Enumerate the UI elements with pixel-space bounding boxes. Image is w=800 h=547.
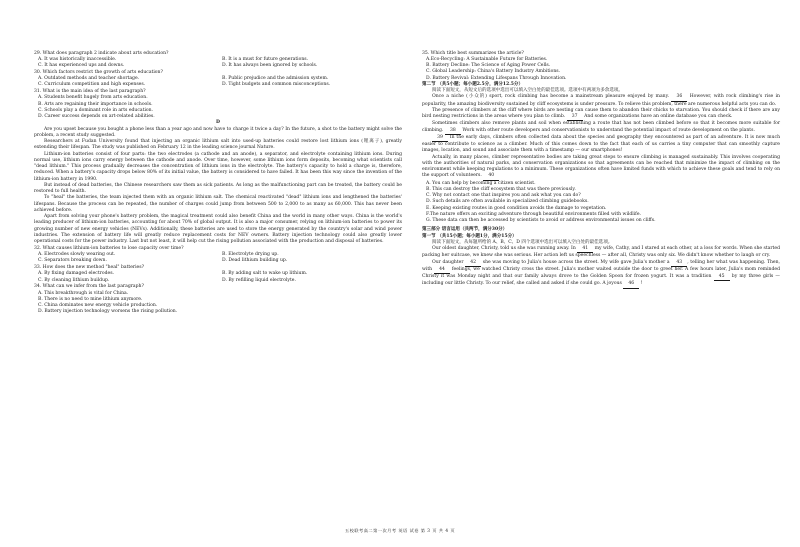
section-1-heading: 第一节 （共15小题；每小题1分，满分15分）	[422, 233, 517, 239]
option-a: A. This breakthrough is vital for China.	[38, 290, 129, 296]
cloze-paragraph	[422, 94, 780, 108]
passage-letter: D	[216, 120, 220, 126]
passage-paragraph: But instead of dead batteries, the Chinese researchers saw them as sick patients. As long as the malfunctioning part can be treated, the battery could be restored to full health.	[34, 182, 402, 194]
question-stem: 30. Which factors restrict the growth of arts education?	[34, 69, 163, 75]
option-c: C. China dominates new energy vehicle production.	[38, 303, 158, 308]
section-2-heading: 第二节 （共5小题；每小题2.5分，满分12.5分）	[422, 81, 524, 87]
option-d: D. Tight budgets and common misconceptions.	[222, 82, 331, 88]
option-a: A.Eco-Recycling: A Sustainable Future for Batteries.	[426, 56, 548, 62]
blank-36: 36	[671, 94, 687, 101]
option-a: A. By fixing damaged electrodes.	[38, 271, 114, 277]
option-b: B. Arts are regaining their importance in schools.	[38, 101, 153, 107]
cloze-paragraph	[422, 135, 780, 155]
paragraph-text: Our oldest daughter, Christy, told us she was running away. In	[432, 246, 576, 251]
paragraph-text: And some organizations have an online database you can check.	[582, 114, 733, 119]
blank-44: 44	[434, 267, 450, 274]
option-d: D. Career success depends on art-related abilities.	[38, 114, 155, 119]
cloze-paragraph	[422, 108, 780, 122]
option-a: A. Outdated methods and teacher shortage.	[38, 76, 140, 81]
cloze-option: A. You can help by becoming a citizen scientist.	[426, 180, 536, 186]
option-b: B. Battery Decline: The Science of Aging Power Cells.	[426, 63, 551, 68]
question-32	[34, 246, 402, 265]
option-a: A. Students benefit hugely from arts education.	[38, 95, 148, 101]
paragraph-text: !	[639, 281, 643, 287]
option-a: A. It was historically inaccessible.	[38, 56, 117, 62]
question-stem: 35. Which title best summarizes the article?	[422, 50, 524, 56]
cloze-paragraph	[422, 121, 780, 135]
option-d: D. Dead lithium building up.	[222, 258, 288, 264]
section-2-instruction: 阅读下面短文，从短文后的选项中选出可以填入空白处的最佳选项。选项中有两项为多余选项。	[432, 88, 623, 93]
blank-43: 43	[671, 260, 687, 267]
option-c: C. It has experienced ups and downs.	[38, 63, 125, 68]
cloze-paragraph	[422, 246, 780, 260]
option-a: A. Electrodes slowly wearing out.	[38, 252, 116, 257]
paragraph-text: feelings, we watched Christy cross the street. Julia's mother waited outside the door to greet her. A few hours later, Julia's mom reminded Christy it was Monday night and that our family always drove to the Golden Spoon for frozen yogurt. It was a tradition	[422, 266, 780, 279]
question-stem: 34. What can we infer from the last paragraph?	[34, 284, 144, 290]
cloze-option: F.The nature offers an exciting adventure through beautiful environments filled with wildlife.	[426, 211, 641, 217]
paragraph-text: Sometimes climbers also remove plants and soil when establishing a route that has not been climbed before so that it becomes more suitable for climbing.	[422, 121, 780, 133]
paragraph-text: The presence of climbers at the cliff where birds are nesting can cause them to abandon their chicks to starvation. You should check if there are any bird nesting restrictions in the areas where you plan to climb.	[422, 107, 780, 119]
cloze-option: D. Such details are often available in specialized climbing guidebooks.	[426, 199, 589, 205]
question-35	[422, 51, 780, 82]
part-3-heading: 第三部分 语言运用（共两节，满分30分）	[422, 227, 508, 233]
question-34	[34, 284, 402, 315]
blank-38: 38	[445, 128, 461, 135]
cloze-option: C. Why not contact one that inspires you and ask what you can do?	[426, 193, 581, 198]
paragraph-text: However, with rock climbing's rise in popularity, the amazing biodiversity sustained by cliff ecosystems is under pressure. To relieve this problem, there are numerous helpful acts you can do.	[422, 94, 780, 107]
option-b: B. Electrolyte drying up.	[222, 252, 279, 257]
option-c: C. Curriculum competition and high expenses.	[38, 82, 146, 88]
option-d: D. It has always been ignored by schools.	[222, 63, 318, 68]
option-b: B. It is a must for future generations.	[222, 56, 309, 62]
cloze-option: B. This can destroy the cliff ecosystem that was there previously.	[426, 186, 576, 192]
cloze-paragraph	[422, 155, 780, 181]
passage-paragraph: Lithium-ion batteries consist of four parts: the two electrodes (a cathode and an anode), a separator, and electrolyte containing lithium ions. During normal use, lithium ions carry energy between the cathode and anode. Over time, however, some lithium ions form deposits, becoming what scientists call "dead lithium." This process gradually decreases the concentration of lithium ions in the electrolyte. The battery's capacity to hold a charge is, therefore, reduced. When a battery's capacity drops below 80% of its initial value, the battery is considered to have failed. It has been this way since the invention of the lithium-ion battery in 1990.	[34, 151, 402, 182]
question-stem: 33. How does the new method "heal" batteries?	[34, 265, 145, 270]
paragraph-text: she was moving to Julia's house across the street. My wife gave Julia's mother a	[481, 259, 670, 265]
question-31	[34, 89, 402, 120]
blank-42: 42	[465, 260, 481, 267]
option-c: C. Separators breaking down.	[38, 258, 107, 264]
question-29	[34, 51, 402, 70]
paragraph-text: Actually, in many places, climber representative bodies are taking great steps to ensure climbing is managed sustainably. This involves cooperating with the authorities of natural parks, and conservation organizations so that agreements can be reached that minimize the impact of climbing on the environment while keeping regulations to a minimum. These organizations often have limited funds with which to achieve these goals and tend to rely on the support of volunteers.	[422, 154, 780, 179]
option-b: B. There is no need to mine lithium anymore.	[38, 296, 143, 302]
left-column	[34, 50, 402, 316]
passage-paragraph: Are you upset because you bought a phone less than a year ago and now have to charge it twice a day? In the future, a shot to the battery might solve the problem, a recent study suggested.	[34, 126, 402, 138]
option-c: C. Schools play a dominant role in arts education.	[38, 107, 154, 113]
paragraph-text: Once a niche (小众的) sport, rock climbing has become a mainstream pleasure enjoyed by many.	[432, 94, 670, 100]
blank-45: 45	[714, 274, 730, 281]
blank-41: 41	[577, 246, 593, 253]
question-stem: 29. What does paragraph 2 indicate about arts education?	[34, 50, 169, 56]
passage-paragraph: To "heal" the batteries, the team injected them with an organic lithium salt. The chemical reactivated "dead" lithium ions and lengthened the batteries' lifespans. Because the process can be repeated, the number of charges could jump from between 500 to 2,000 to as many as 60,000. This has never been achieved before.	[34, 195, 402, 213]
passage-paragraph: Apart from solving your phone's battery problem, the magical treatment could also benefit China and the world in many other ways. China is the world's leading producer of lithium-ion batteries, accounting for about 70% of global output. It is also a major consumer, relying on lithium-ion batteries to power its growing number of new energy vehicles (NEVs). Additionally, these batteries are used to store the energy generated by the country's solar and wind power industries. The extension of battery life will greatly reduce replacement costs for NEV owners. Battery injection technology could also greatly lower operational costs for the power industry. Last but not least, it will help cut the rising pollution associated with the production and disposal of batteries.	[34, 214, 402, 244]
question-stem: 32. What causes lithium-ion batteries to lose capacity over time?	[34, 245, 184, 251]
option-b: B. Public prejudice and the admission system.	[222, 76, 329, 81]
paragraph-text: my wife, Cathy, and I stared at each other, at a loss for words. When she started packing her suitcase, we knew she was serious. Her action left us speechless — after all, Christy was only six. We didn't know whether to laugh or cry.	[422, 246, 780, 259]
paragraph-text: Our daughter	[432, 259, 464, 265]
cloze-option: E. Keeping existing routes in good condition avoids the damage to vegetation.	[426, 205, 607, 211]
section-3-instruction: 阅读下面短文，从每题所给的 A、B、C、D 四个选项中选出可以填入空白处的最佳选项。	[432, 239, 613, 245]
cloze-option: G. These data can then be accessed by scientists to avoid or address environmental issues on cliffs.	[426, 218, 656, 223]
option-c: C. By cleaning lithium buildup.	[38, 277, 110, 283]
option-c: C. Global Leadership: China's Battery Industry Ambitions.	[426, 69, 561, 75]
option-b: B. By adding salt to wake up lithium.	[222, 271, 308, 277]
page-footer: 五校联考高二第一次月考 英语 试卷 第 3 页 共 4 页	[344, 528, 456, 533]
option-d: D. Battery Revival: Extending Lifespans Through Innovation.	[426, 75, 567, 81]
blank-46: 46	[623, 281, 639, 288]
paragraph-text: Work with other route developers and conservationists to understand the potential impact of route development on the plants.	[460, 127, 755, 133]
blank-40: 40	[483, 173, 499, 180]
paragraph-text: by my three girls —including our little Christy. To our relief, she called and asked if she could go. A joyous	[422, 274, 780, 287]
right-column	[422, 50, 780, 289]
paragraph-text: , telling her what was happening. Then, with	[422, 259, 780, 272]
paragraph-text: In the early days, climbers often collected data about the species and geography they encountered as part of an adventure. It is now much easier to contribute to science as a climber. Much of this comes down to the fact that each of us carries a tiny computer that can smoothly capture images, location, and sound and associate them with a timestamp — our smartphones!	[422, 134, 780, 154]
cloze-paragraph	[422, 260, 780, 289]
blank-39: 39	[432, 135, 448, 142]
blank-37: 37	[567, 114, 583, 121]
question-stem: 31. What is the main idea of the last paragraph?	[34, 89, 146, 94]
question-30	[34, 70, 402, 89]
option-d: D. Battery injection technology worsens the rising pollution.	[38, 309, 178, 315]
option-d: D. By refilling liquid electrolyte.	[222, 277, 296, 283]
question-33	[34, 265, 402, 284]
passage-paragraph: Researchers at Fudan University found that injecting an organic lithium salt into used-up batteries could restore lost lithium ions (锂离子), greatly extending their lifespan. The study was published on February 12 in the leading science journal Nature.	[34, 139, 402, 151]
